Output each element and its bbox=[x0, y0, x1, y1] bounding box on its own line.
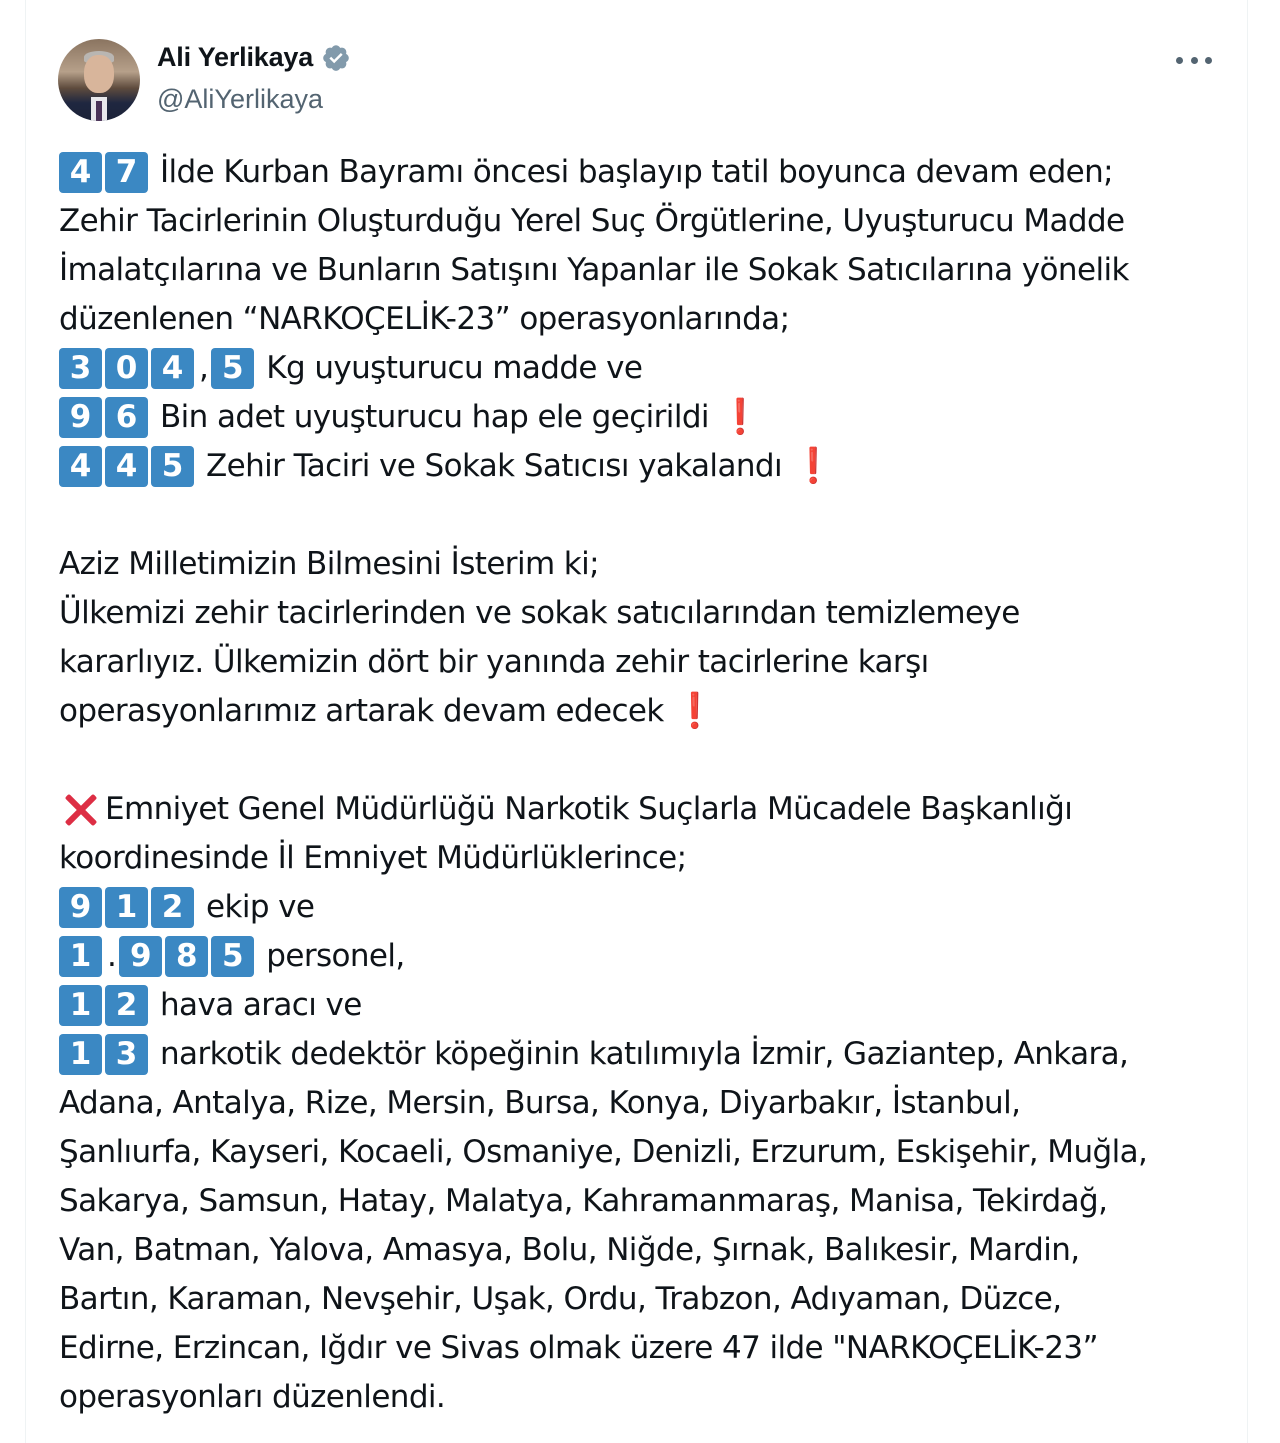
tweet-line: Ülkemizi zehir tacirlerinden ve sokak satıcılarından temizlemeye bbox=[59, 595, 1020, 631]
avatar[interactable] bbox=[58, 39, 140, 121]
keycap-digit: 5 bbox=[151, 446, 194, 487]
more-options-icon[interactable] bbox=[1176, 51, 1212, 69]
keycap-digit: 2 bbox=[105, 985, 148, 1026]
resource-line-aircraft bbox=[59, 981, 1229, 1030]
cross-mark-icon bbox=[59, 788, 103, 832]
keycap-digit: 9 bbox=[59, 887, 102, 928]
dot bbox=[1176, 57, 1183, 64]
tweet-line bbox=[59, 785, 1229, 834]
tweet-line: Zehir Tacirlerinin Oluşturduğu Yerel Suç Örgütlerine, Uyuşturucu Madde bbox=[59, 203, 1125, 239]
keycap-digit: 7 bbox=[105, 152, 148, 193]
keycap-digit: 1 bbox=[105, 887, 148, 928]
tweet-text-segment: hava aracı ve bbox=[160, 987, 362, 1023]
exclamation-icon: ❗ bbox=[673, 691, 716, 731]
keycap-digit: 3 bbox=[105, 1034, 148, 1075]
keycap-digit: 8 bbox=[165, 936, 208, 977]
keycap-digit: 9 bbox=[119, 936, 162, 977]
keycap-digit: 3 bbox=[59, 348, 102, 389]
tweet-line bbox=[59, 148, 1229, 197]
author-name-row bbox=[157, 42, 351, 73]
tweet-text-segment: İlde Kurban Bayramı öncesi başlayıp tatil boyunca devam eden; bbox=[160, 154, 1114, 190]
keycap-digit: 1 bbox=[59, 936, 102, 977]
tweet-text-segment: Bin adet uyuşturucu hap ele geçirildi bbox=[160, 399, 709, 435]
keycap-digit: 4 bbox=[151, 348, 194, 389]
dot bbox=[1191, 57, 1198, 64]
cities-line: Van, Batman, Yalova, Amasya, Bolu, Niğde, Şırnak, Balıkesir, Mardin, bbox=[59, 1232, 1080, 1268]
verified-badge-icon bbox=[321, 43, 351, 73]
stat-line-pills bbox=[59, 393, 1229, 442]
author-handle[interactable]: @AliYerlikaya bbox=[157, 84, 323, 114]
resource-line-dogs bbox=[59, 1030, 1229, 1079]
keycap-digit: 4 bbox=[59, 446, 102, 487]
cities-line: Sakarya, Samsun, Hatay, Malatya, Kahramanmaraş, Manisa, Tekirdağ, bbox=[59, 1183, 1108, 1219]
keycap-digit: 0 bbox=[105, 348, 148, 389]
keycap-digit: 9 bbox=[59, 397, 102, 438]
tweet-line: Aziz Milletimizin Bilmesini İsterim ki; bbox=[59, 546, 600, 582]
tweet-line bbox=[59, 687, 1229, 736]
keycap-digit: 5 bbox=[211, 348, 254, 389]
author-name[interactable]: Ali Yerlikaya bbox=[157, 42, 314, 72]
cities-line: Adana, Antalya, Rize, Mersin, Bursa, Konya, Diyarbakır, İstanbul, bbox=[59, 1085, 1021, 1121]
tweet-text-segment: Zehir Taciri ve Sokak Satıcısı yakalandı bbox=[206, 448, 782, 484]
keycap-digit: 1 bbox=[59, 985, 102, 1026]
tweet-text-segment: Emniyet Genel Müdürlüğü Narkotik Suçlarla Mücadele Başkanlığı bbox=[105, 791, 1073, 827]
tweet-text-segment: narkotik dedektör köpeğinin katılımıyla İzmir, Gaziantep, Ankara, bbox=[160, 1036, 1129, 1072]
keycap-digit: 2 bbox=[151, 887, 194, 928]
keycap-digit: 4 bbox=[59, 152, 102, 193]
cities-line: Şanlıurfa, Kayseri, Kocaeli, Osmaniye, Denizli, Erzurum, Eskişehir, Muğla, bbox=[59, 1134, 1148, 1170]
tweet-line: düzenlenen “NARKOÇELİK-23” operasyonlarında; bbox=[59, 301, 790, 337]
cities-line: Edirne, Erzincan, Iğdır ve Sivas olmak üzere 47 ilde "NARKOÇELİK-23” bbox=[59, 1330, 1098, 1366]
exclamation-icon: ❗ bbox=[718, 397, 761, 437]
avatar-face bbox=[84, 55, 114, 93]
decimal-separator: , bbox=[199, 350, 209, 386]
tweet-line: İmalatçılarına ve Bunların Satışını Yapanlar ile Sokak Satıcılarına yönelik bbox=[59, 252, 1129, 288]
keycap-digit: 6 bbox=[105, 397, 148, 438]
tweet-text bbox=[59, 148, 1229, 1422]
resource-line-personnel bbox=[59, 932, 1229, 981]
tweet-line: kararlıyız. Ülkemizin dört bir yanında zehir tacirlerine karşı bbox=[59, 644, 929, 680]
resource-line-teams bbox=[59, 883, 1229, 932]
cities-line: operasyonları düzenlendi. bbox=[59, 1379, 446, 1415]
tweet-text-segment: personel, bbox=[266, 938, 405, 974]
stat-line-arrests bbox=[59, 442, 1229, 491]
tweet-line: koordinesinde İl Emniyet Müdürlüklerince; bbox=[59, 840, 687, 876]
thousands-separator: . bbox=[107, 938, 117, 974]
stat-line-kg bbox=[59, 344, 1229, 393]
cities-line: Bartın, Karaman, Nevşehir, Uşak, Ordu, Trabzon, Adıyaman, Düzce, bbox=[59, 1281, 1062, 1317]
keycap-digit: 4 bbox=[105, 446, 148, 487]
tweet-text-segment: Kg uyuşturucu madde ve bbox=[266, 350, 643, 386]
avatar-tie bbox=[96, 101, 102, 121]
keycap-digit: 5 bbox=[211, 936, 254, 977]
tweet-text-segment: ekip ve bbox=[206, 889, 315, 925]
exclamation-icon: ❗ bbox=[791, 446, 834, 486]
dot bbox=[1205, 57, 1212, 64]
tweet-text-segment: operasyonlarımız artarak devam edecek bbox=[59, 693, 664, 729]
keycap-digit: 1 bbox=[59, 1034, 102, 1075]
